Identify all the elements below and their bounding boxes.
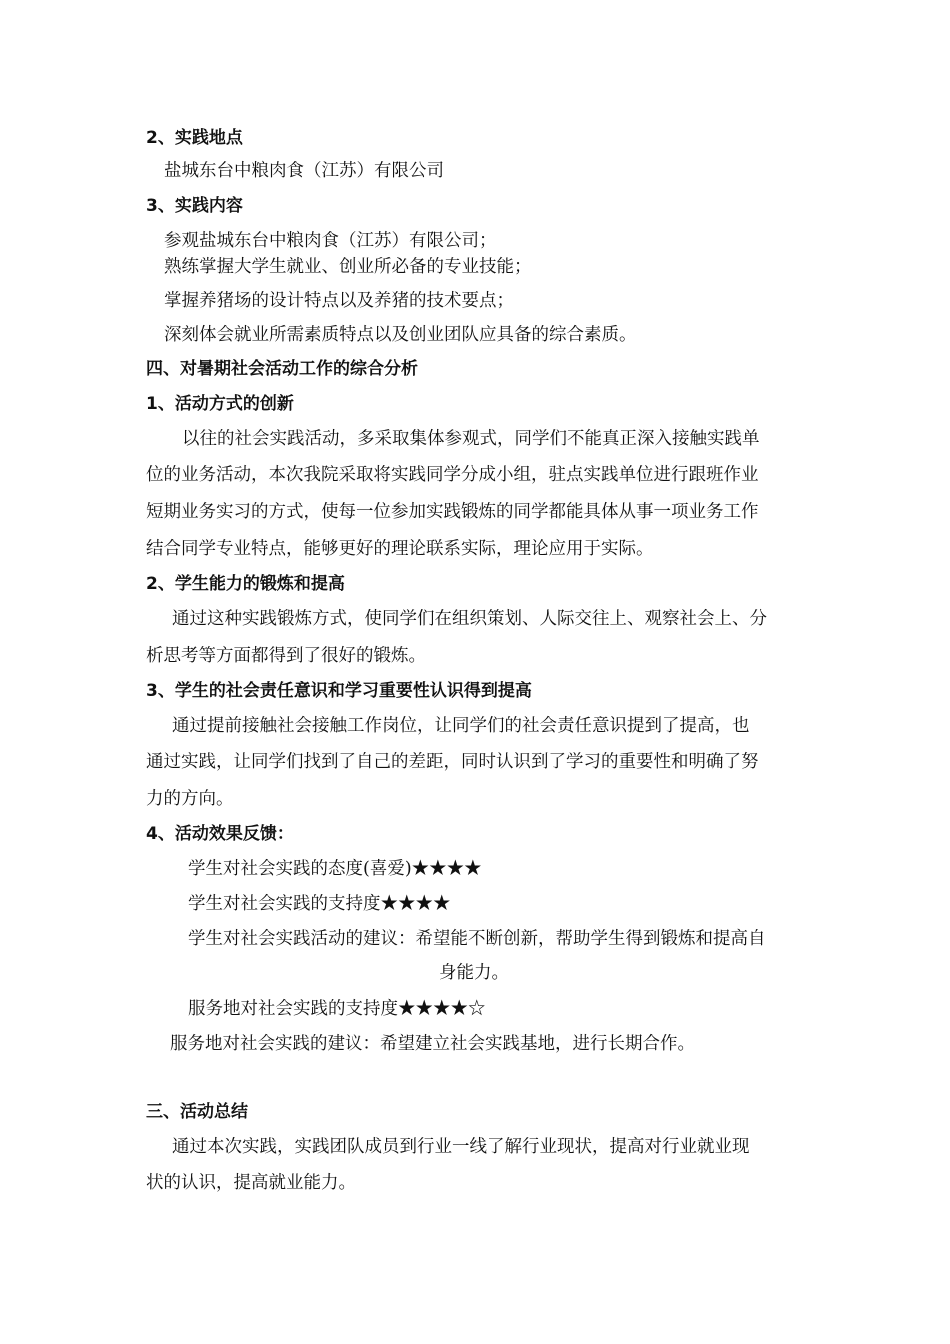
content-item: 掌握养猪场的设计特点以及养猪的技术要点； (164, 291, 514, 311)
ability-heading: 2、学生能力的锻炼和提高 (146, 574, 345, 594)
feedback-line: 学生对社会实践的支持度★★★★ (188, 894, 451, 914)
summary-line: 状的认识，提高就业能力。 (146, 1173, 356, 1193)
analysis-heading: 四、对暑期社会活动工作的综合分析 (146, 359, 418, 379)
feedback-line: 学生对社会实践的态度(喜爱)★★★★ (188, 859, 482, 879)
innovation-heading: 1、活动方式的创新 (146, 394, 294, 414)
feedback-line: 学生对社会实践活动的建议：希望能不断创新，帮助学生得到锻炼和提高自 (188, 929, 766, 949)
content-item: 深刻体会就业所需素质特点以及创业团队应具备的综合素质。 (164, 325, 637, 345)
feedback-line: 身能力。 (439, 963, 509, 983)
feedback-heading: 4、活动效果反馈： (146, 824, 294, 844)
summary-heading: 三、活动总结 (146, 1102, 248, 1122)
innovation-line: 以往的社会实践活动，多采取集体参观式，同学们不能真正深入接触实践单 (182, 429, 760, 449)
innovation-line: 短期业务实习的方式，使每一位参加实践锻炼的同学都能具体从事一项业务工作 (146, 502, 759, 522)
summary-line: 通过本次实践，实践团队成员到行业一线了解行业现状，提高对行业就业现 (172, 1137, 750, 1157)
ability-line: 析思考等方面都得到了很好的锻炼。 (146, 646, 426, 666)
responsibility-line: 通过实践，让同学们找到了自己的差距，同时认识到了学习的重要性和明确了努 (146, 752, 759, 772)
ability-line: 通过这种实践锻炼方式，使同学们在组织策划、人际交往上、观察社会上、分 (172, 609, 767, 629)
location-heading: 2、实践地点 (146, 128, 243, 148)
feedback-line: 服务地对社会实践的支持度★★★★☆ (188, 999, 486, 1019)
location-text: 盐城东台中粮肉食（江苏）有限公司 (164, 161, 444, 181)
innovation-line: 结合同学专业特点，能够更好的理论联系实际，理论应用于实际。 (146, 539, 654, 559)
content-item: 熟练掌握大学生就业、创业所必备的专业技能； (164, 257, 532, 277)
feedback-line: 服务地对社会实践的建议：希望建立社会实践基地，进行长期合作。 (170, 1034, 695, 1054)
innovation-line: 位的业务活动，本次我院采取将实践同学分成小组，驻点实践单位进行跟班作业 (146, 465, 759, 485)
responsibility-heading: 3、学生的社会责任意识和学习重要性认识得到提高 (146, 681, 532, 701)
responsibility-line: 通过提前接触社会接触工作岗位，让同学们的社会责任意识提到了提高，也 (172, 716, 750, 736)
content-item: 参观盐城东台中粮肉食（江苏）有限公司； (164, 231, 497, 251)
responsibility-line: 力的方向。 (146, 789, 234, 809)
content-heading: 3、实践内容 (146, 196, 243, 216)
